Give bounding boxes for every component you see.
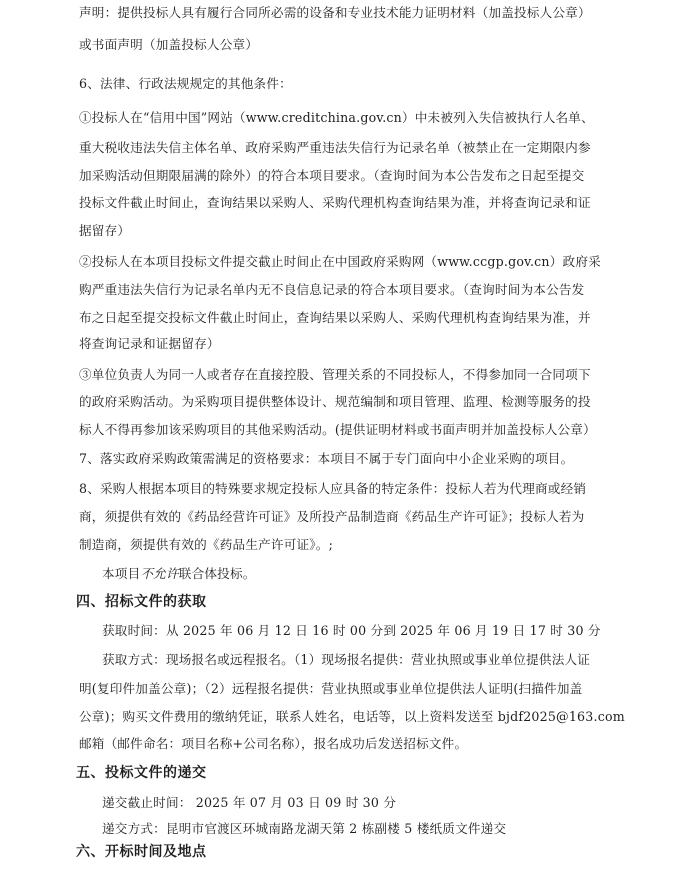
text-line: 重大税收违法失信主体名单、政府采购严重违法失信行为记录名单（被禁止在一定期限内参 bbox=[79, 140, 591, 155]
text-line: 或书面声明（加盖投标人公章） bbox=[79, 37, 259, 52]
text-line: ③单位负责人为同一人或者存在直接控股、管理关系的不同投标人，不得参加同一合同项下 bbox=[79, 367, 591, 382]
text-line: 标人不得再参加该采购项目的其他采购活动。(提供证明材料或书面声明并加盖投标人公章） bbox=[79, 422, 596, 437]
text-line: ②投标人在本项目投标文件提交截止时间止在中国政府采购网（www.ccgp.gov.cn）政府采 bbox=[79, 254, 601, 269]
text-line: 购严重违法失信行为记录名单内无不良信息记录的符合本项目要求。（查询时间为本公告发 bbox=[79, 282, 585, 297]
text-line: 据留存） bbox=[79, 223, 131, 238]
section-4-heading: 四、招标文件的获取 bbox=[76, 594, 207, 610]
text-line: 声明：提供投标人具有履行合同所必需的设备和专业技术能力证明材料（加盖投标人公章） bbox=[79, 5, 591, 20]
section-5-heading: 五、投标文件的递交 bbox=[76, 765, 207, 781]
text-line: 商，须提供有效的《药品经营许可证》及所投产品制造商《药品生产许可证》；投标人若为 bbox=[79, 509, 585, 524]
text-line: 投标文件截止时间止，查询结果以采购人、采购代理机构查询结果为准，并将查询记录和证 bbox=[79, 195, 591, 210]
text-line: 获取方式：现场报名或远程报名。（1）现场报名提供：营业执照或事业单位提供法人证 bbox=[102, 652, 591, 667]
text-line: 加采购活动但期限届满的除外）的符合本项目要求。（查询时间为本公告发布之日起至提交 bbox=[79, 168, 585, 183]
text-line: 制造商，须提供有效的《药品生产许可证》。; bbox=[79, 537, 334, 552]
item-7-text: 7、落实政府采购政策需满足的资格要求：本项目不属于专门面向中小企业采购的项目。 bbox=[79, 451, 574, 466]
submission-method: 递交方式：昆明市官渡区环城南路龙湖天第 2 栋副楼 5 楼纸质文件递交 bbox=[102, 821, 507, 836]
consortium-post: 联合体投标。 bbox=[178, 566, 256, 581]
consortium-pre: 本项目 bbox=[102, 566, 141, 581]
text-line: 邮箱（邮件命名：项目名称+公司名称），报名成功后发送招标文件。 bbox=[79, 736, 468, 751]
text-line: 将查询记录和证据留存） bbox=[79, 336, 220, 351]
submission-deadline: 递交截止时间： 2025 年 07 月 03 日 09 时 30 分 bbox=[102, 795, 397, 810]
consortium-text bbox=[102, 565, 256, 583]
text-line: 的政府采购活动。为采购项目提供整体设计、规范编制和项目管理、监理、检测等服务的投 bbox=[79, 394, 591, 409]
text-line: 布之日起至提交投标文件截止时间止，查询结果以采购人、采购代理机构查询结果为准，并 bbox=[79, 310, 591, 325]
text-line: 8、采购人根据本项目的特殊要求规定投标人应具备的特定条件：投标人若为代理商或经销 bbox=[79, 481, 587, 496]
text-line: 明(复印件加盖公章)；（2）远程报名提供：营业执照或事业单位提供法人证明(扫描件加盖 bbox=[79, 681, 583, 696]
text-line: 公章)；购买文件费用的缴纳凭证，联系人姓名，电话等，以上资料发送至 bjdf2025@163.com bbox=[79, 709, 625, 724]
item-6-heading: 6、法律、行政法规规定的其他条件： bbox=[79, 76, 292, 91]
text-line: ①投标人在“信用中国”网站（www.creditchina.gov.cn）中未被列入失信被执行人名单、 bbox=[79, 110, 594, 125]
section-6-heading: 六、开标时间及地点 bbox=[76, 844, 207, 860]
consortium-emphasis: 不允许 bbox=[140, 566, 179, 581]
obtain-time: 获取时间：从 2025 年 06 月 12 日 16 时 00 分到 2025 年 06 月 19 日 17 时 30 分 bbox=[102, 623, 601, 638]
